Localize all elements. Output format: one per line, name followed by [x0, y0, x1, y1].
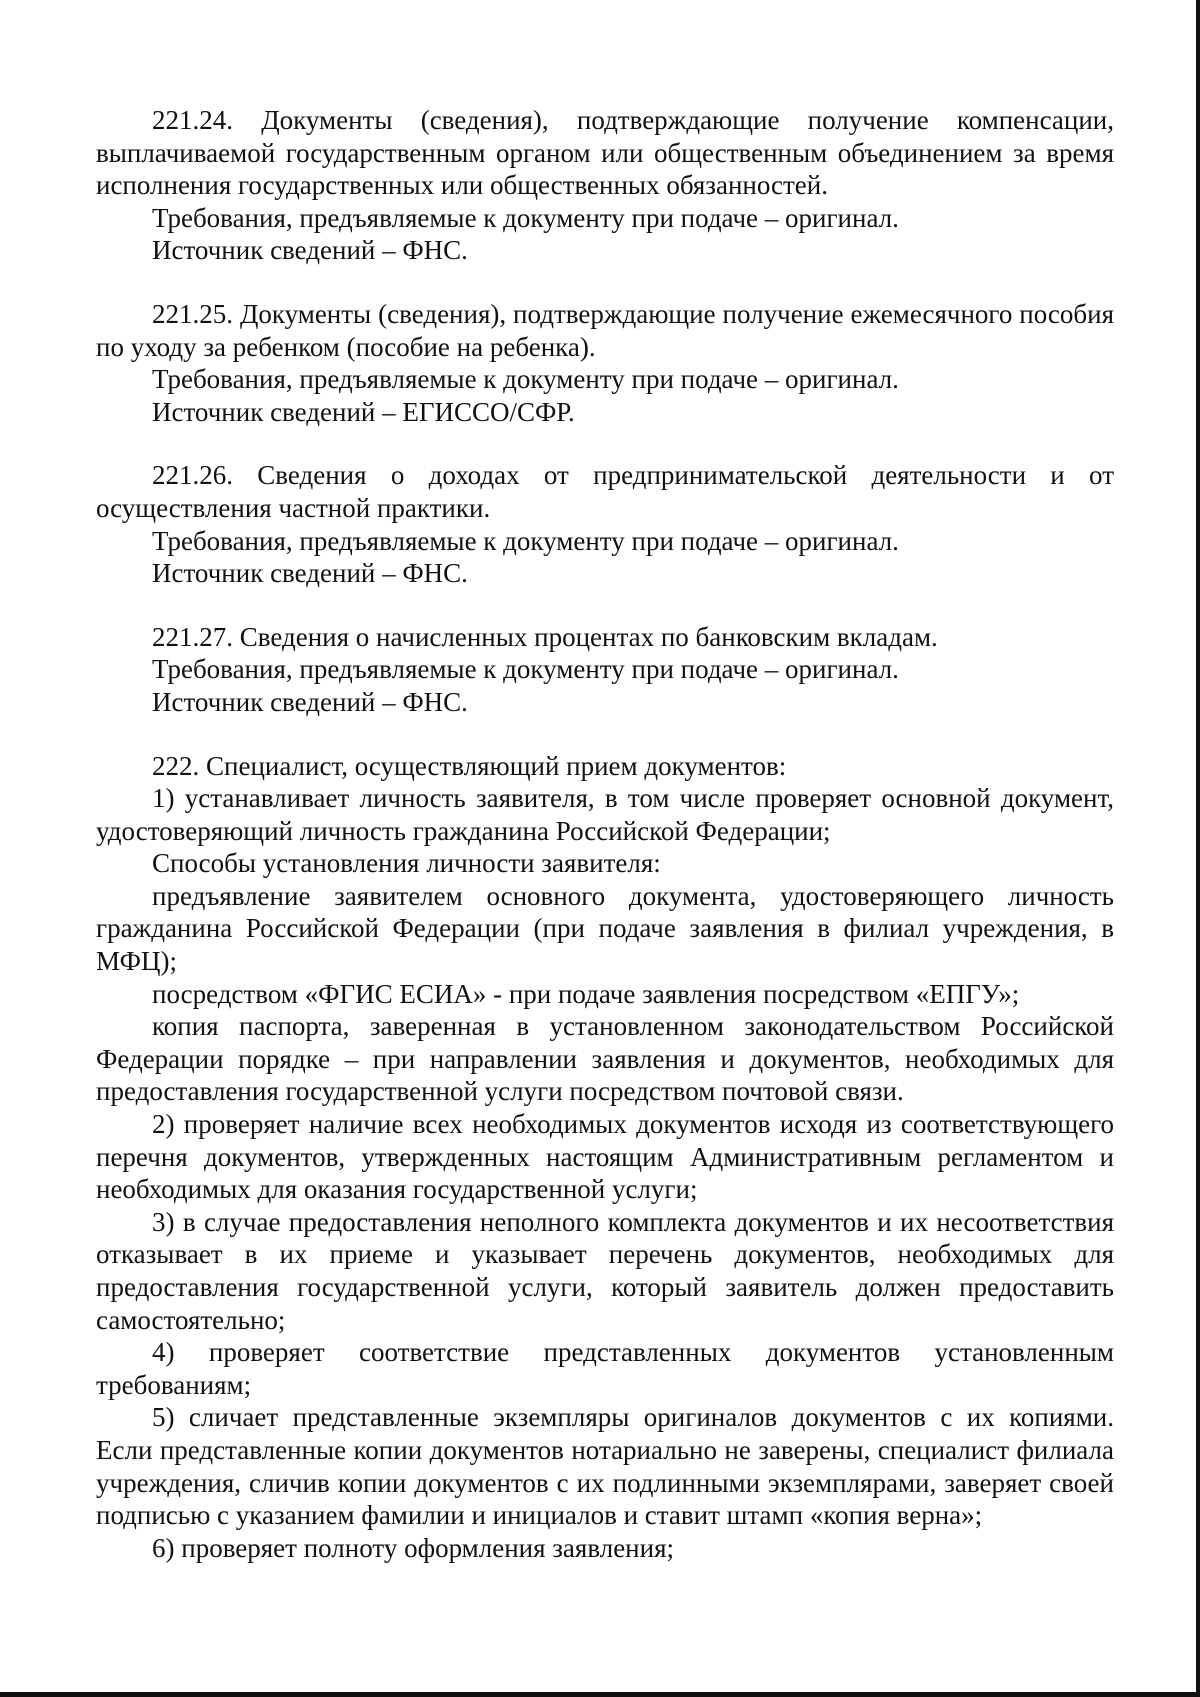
item-221-25-requirements: Требования, предъявляемые к документу при подаче – оригинал. [152, 364, 899, 395]
item-221-25-title: 221.25. Документы (сведения), подтверждающие получение ежемесячного пособия по уходу за ребенком (пособие на ребенка). [96, 298, 1114, 362]
item-222-step-1: 1) устанавливает личность заявителя, в том числе проверяет основной документ, удостоверяющий личность гражданина Российской Федерации; [96, 783, 1114, 846]
item-222-step-5: 5) сличает представленные экземпляры оригиналов документов с их копиями. Если представленные копии документов нотариально не заверены, специалист филиала учреждения, сличив копии документов с их подлинными экземплярами, заверяет своей подписью с указанием фамилии и инициалов и ставит штамп «копия верна»; [96, 1402, 1114, 1531]
item-221-27-source: Источник сведений – ФНС. [152, 686, 468, 717]
item-222-identity-method-document: предъявление заявителем основного документа, удостоверяющего личность гражданина Российской Федерации (при подаче заявления в филиал учреждения, в МФЦ); [96, 880, 1114, 977]
item-221-24-title: 221.24. Документы (сведения), подтверждающие получение компенсации, выплачиваемой государственным органом или общественным объединением за время исполнения государственных или общественных обязанностей. [96, 105, 1114, 201]
item-222-step-3: 3) в случае предоставления неполного комплекта документов и их несоответствия отказывает в их приеме и указывает перечень документов, необходимых для предоставления государственной услуги, который заявитель должен предоставить самостоятельно; [96, 1206, 1114, 1335]
item-222-step-2: 2) проверяет наличие всех необходимых документов исходя из соответствующего перечня документов, утвержденных настоящим Административным регламентом и необходимых для оказания государственной услуги; [96, 1109, 1114, 1205]
document-body [96, 104, 1114, 1564]
item-222-identity-method-passport-copy: копия паспорта, заверенная в установленном законодательством Российской Федерации порядке – при направлении заявления и документов, необходимых для предоставления государственной услуги посредством почтовой связи. [96, 1011, 1114, 1107]
item-221-26-requirements: Требования, предъявляемые к документу при подаче – оригинал. [152, 525, 899, 556]
item-222-identity-method-esia: посредством «ФГИС ЕСИА» - при подаче заявления посредством «ЕПГУ»; [152, 978, 1020, 1009]
item-221-27-requirements: Требования, предъявляемые к документу при подаче – оригинал. [152, 654, 899, 685]
item-221-26-title: 221.26. Сведения о доходах от предпринимательской деятельности и от осуществления частной практики. [96, 460, 1114, 523]
scan-edge-right [1196, 0, 1200, 1697]
item-221-24-source: Источник сведений – ФНС. [152, 235, 468, 266]
item-222-step-4: 4) проверяет соответствие представленных документов установленным требованиям; [96, 1337, 1114, 1400]
item-221-26-source: Источник сведений – ФНС. [152, 558, 468, 589]
item-221-24-requirements: Требования, предъявляемые к документу при подаче – оригинал. [152, 202, 899, 233]
item-222-step-6: 6) проверяет полноту оформления заявления; [152, 1532, 675, 1563]
item-221-27-title: 221.27. Сведения о начисленных процентах по банковским вкладам. [152, 621, 938, 652]
scan-edge-bottom [0, 1692, 1200, 1697]
item-222-identity-methods-heading: Способы установления личности заявителя: [152, 848, 661, 879]
item-221-25-source: Источник сведений – ЕГИССО/СФР. [152, 396, 575, 427]
item-222-title: 222. Специалист, осуществляющий прием документов: [152, 750, 787, 781]
